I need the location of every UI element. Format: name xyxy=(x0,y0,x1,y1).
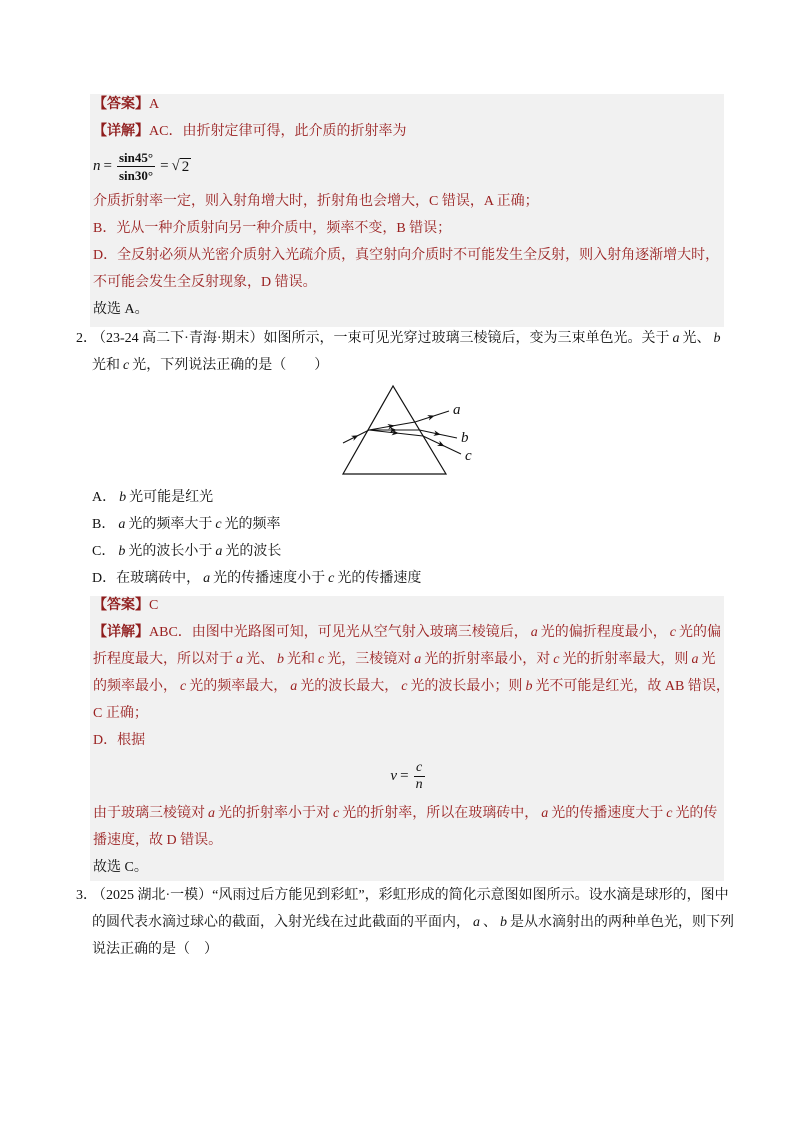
formula-equals: = xyxy=(103,157,112,174)
text-run: 光的传播速度大于 xyxy=(551,805,664,821)
math-variable: c xyxy=(180,678,187,694)
math-variable: b xyxy=(713,330,721,346)
math-variable: c xyxy=(401,678,408,694)
question-2 xyxy=(76,325,756,379)
option-letter: D． xyxy=(92,570,117,586)
math-variable: a xyxy=(530,624,538,640)
text-run: 光的折射率最小，对 xyxy=(424,651,551,667)
q1-solution-content xyxy=(93,91,724,323)
text-run: 光的偏折程度最小， xyxy=(540,624,667,640)
question-stem-text xyxy=(92,331,723,346)
text-run: （2025 湖北·一模）“风雨过后方能见到彩虹”，彩虹形成的简化示意图如图所示。设水滴是球形的，图中 xyxy=(92,887,729,903)
math-variable: b xyxy=(118,543,126,559)
formula-lhs: v xyxy=(390,768,398,784)
math-variable: c xyxy=(666,805,673,821)
text-run: 的频率最小， xyxy=(93,678,177,694)
q2-solution-content xyxy=(93,592,730,881)
ray-label-c: c xyxy=(465,448,472,464)
math-variable: a xyxy=(203,570,211,586)
math-variable: c xyxy=(328,570,335,586)
question-stem-line xyxy=(76,352,756,379)
text-run: 光的频率 xyxy=(224,516,281,532)
question-stem-line xyxy=(76,325,756,352)
text-run: 是从水滴射出的两种单色光，则下列 xyxy=(510,914,734,930)
math-variable: b xyxy=(277,651,284,667)
question-number: 3． xyxy=(76,887,97,903)
text-run: 光，下列说法正确的是（ ） xyxy=(132,357,329,373)
solution-line: 介质折射率一定，则入射角增大时，折射角也会增大，C 错误，A 正确； xyxy=(93,193,539,209)
text-run: 光的折射率，所以在玻璃砖中， xyxy=(342,805,539,821)
math-variable: c xyxy=(553,651,560,667)
answer-line xyxy=(93,91,724,118)
option-d xyxy=(92,565,732,592)
math-variable: c xyxy=(123,357,130,373)
option-a xyxy=(92,484,732,511)
detail-intro: AC．由折射定律可得，此介质的折射率为 xyxy=(149,123,407,139)
math-variable: b xyxy=(525,678,533,694)
text-run: 在玻璃砖中， xyxy=(116,570,201,586)
ray-label-a: a xyxy=(453,402,461,418)
prism-diagram xyxy=(330,378,480,483)
solution-conclusion: 故选 C。 xyxy=(93,859,148,875)
text-run: 说法正确的是（ ） xyxy=(92,941,218,957)
text-run: 由于玻璃三棱镜对 xyxy=(93,805,205,821)
text-run: 光和 xyxy=(287,651,315,667)
detail-line xyxy=(93,619,724,646)
text-run: 光的传 xyxy=(675,805,718,821)
math-variable: c xyxy=(318,651,325,667)
text-run: 光的折射率小于对 xyxy=(218,805,330,821)
text-run: 光的波长 xyxy=(225,543,282,559)
text-run: 的圆代表水滴过球心的截面，入射光线在过此截面的平面内， xyxy=(92,914,470,930)
math-variable: a xyxy=(691,651,699,667)
speed-formula xyxy=(93,754,724,800)
math-variable: c xyxy=(215,516,222,532)
text-run: 光不可能是红光，故 AB 错误， xyxy=(535,678,730,694)
q1-solution-box xyxy=(90,94,724,327)
text-run: 光的偏 xyxy=(679,624,722,640)
fraction-denominator: sin30° xyxy=(118,167,154,183)
text-run: 光的频率大于 xyxy=(128,516,213,532)
option-b xyxy=(92,511,732,538)
math-variable: a xyxy=(290,678,298,694)
option-letter: C． xyxy=(92,543,116,559)
question-stem-line xyxy=(76,936,756,963)
solution-line xyxy=(93,673,730,700)
ray-label-b: b xyxy=(461,430,469,446)
option-text xyxy=(115,517,280,532)
text-run: 光的频率最大， xyxy=(189,678,288,694)
fraction-denominator: n xyxy=(415,777,423,792)
answer-label: 【答案】 xyxy=(93,96,149,112)
text-run: ABC．由图中光路图可知，可见光从空气射入玻璃三棱镜后， xyxy=(149,624,528,640)
solution-conclusion: 故选 A。 xyxy=(93,301,149,317)
option-text xyxy=(116,571,421,586)
radicand: 2 xyxy=(181,159,190,175)
text-run: 折程度最大，所以对于 xyxy=(93,651,233,667)
question-2-options xyxy=(92,484,732,592)
q2-solution-box xyxy=(90,596,730,881)
detail-text xyxy=(149,625,721,640)
solution-line xyxy=(93,827,724,854)
text-run: 光 xyxy=(701,651,716,667)
text-run: （23-24 高二下·青海·期末）如图所示，一束可见光穿过玻璃三棱镜后，变为三束单色光。关于 xyxy=(92,330,670,346)
text-run: 光的波长小于 xyxy=(128,543,213,559)
incident-ray xyxy=(343,430,369,443)
text-run: 光，三棱镜对 xyxy=(327,651,412,667)
text-run: 光和 xyxy=(92,357,120,373)
formula-equals: = xyxy=(160,157,169,174)
question-3 xyxy=(76,882,756,963)
math-variable: b xyxy=(500,914,507,930)
text-run: 光、 xyxy=(246,651,274,667)
answer-value: C xyxy=(149,597,159,613)
solution-line: 不可能会发生全反射现象，D 错误。 xyxy=(93,274,317,290)
radical-sign: √ xyxy=(171,158,180,174)
option-letter: A． xyxy=(92,489,117,505)
solution-line: B．光从一种介质射向另一种介质中，频率不变，B 错误； xyxy=(93,220,452,236)
answer-value: A xyxy=(149,96,160,112)
formula-equals: = xyxy=(400,768,409,784)
answer-label: 【答案】 xyxy=(93,597,149,613)
detail-label: 【详解】 xyxy=(93,123,149,139)
ray-a-inside-prism xyxy=(369,422,415,430)
text-run: 播速度，故 D 错误。 xyxy=(93,832,223,848)
text-run: 光的传播速度小于 xyxy=(213,570,326,586)
question-number: 2． xyxy=(76,330,97,346)
math-variable: a xyxy=(215,543,223,559)
fraction-numerator: c xyxy=(415,760,423,775)
solution-line: D．全反射必须从光密介质射入光疏介质，真空射向介质时不可能发生全反射，则入射角逐渐增大时， xyxy=(93,247,720,263)
math-variable: c xyxy=(669,624,677,640)
math-variable: a xyxy=(118,516,126,532)
detail-label: 【详解】 xyxy=(93,624,149,640)
option-text xyxy=(116,490,213,505)
fraction-numerator: sin45° xyxy=(118,149,154,165)
refractive-index-formula xyxy=(93,145,724,188)
text-run: 光的折射率最大，则 xyxy=(562,651,689,667)
option-c xyxy=(92,538,732,565)
text-run: 、 xyxy=(483,914,497,930)
ray-c-inside-prism xyxy=(369,430,423,436)
math-variable: a xyxy=(672,330,680,346)
math-variable: a xyxy=(541,805,549,821)
text-run: C 正确； xyxy=(93,705,148,721)
solution-line xyxy=(93,800,724,827)
math-variable: a xyxy=(473,914,480,930)
question-stem-line xyxy=(76,882,756,909)
math-variable: a xyxy=(236,651,243,667)
answer-line xyxy=(93,592,724,619)
formula-lhs: n xyxy=(93,157,101,174)
text-run: D．根据 xyxy=(93,732,146,748)
text-run: 光可能是红光 xyxy=(129,489,214,505)
text-run: 光、 xyxy=(682,330,711,346)
text-run: 光的传播速度 xyxy=(337,570,422,586)
math-variable: a xyxy=(414,651,422,667)
formula-fraction xyxy=(117,149,155,184)
solution-line xyxy=(93,646,724,673)
ray-a-exit xyxy=(415,411,449,422)
solution-line xyxy=(93,700,724,727)
math-variable: c xyxy=(333,805,340,821)
text-run: 光的波长最大， xyxy=(300,678,399,694)
option-letter: B． xyxy=(92,516,116,532)
detail-line xyxy=(93,118,724,145)
text-run: 光的波长最小；则 xyxy=(410,678,523,694)
math-variable: a xyxy=(208,805,215,821)
question-stem-text xyxy=(92,888,729,903)
option-text xyxy=(115,544,281,559)
question-stem-line xyxy=(76,909,756,936)
square-root xyxy=(172,155,192,177)
math-variable: b xyxy=(119,489,127,505)
formula-fraction xyxy=(414,760,425,793)
solution-line xyxy=(93,727,724,754)
